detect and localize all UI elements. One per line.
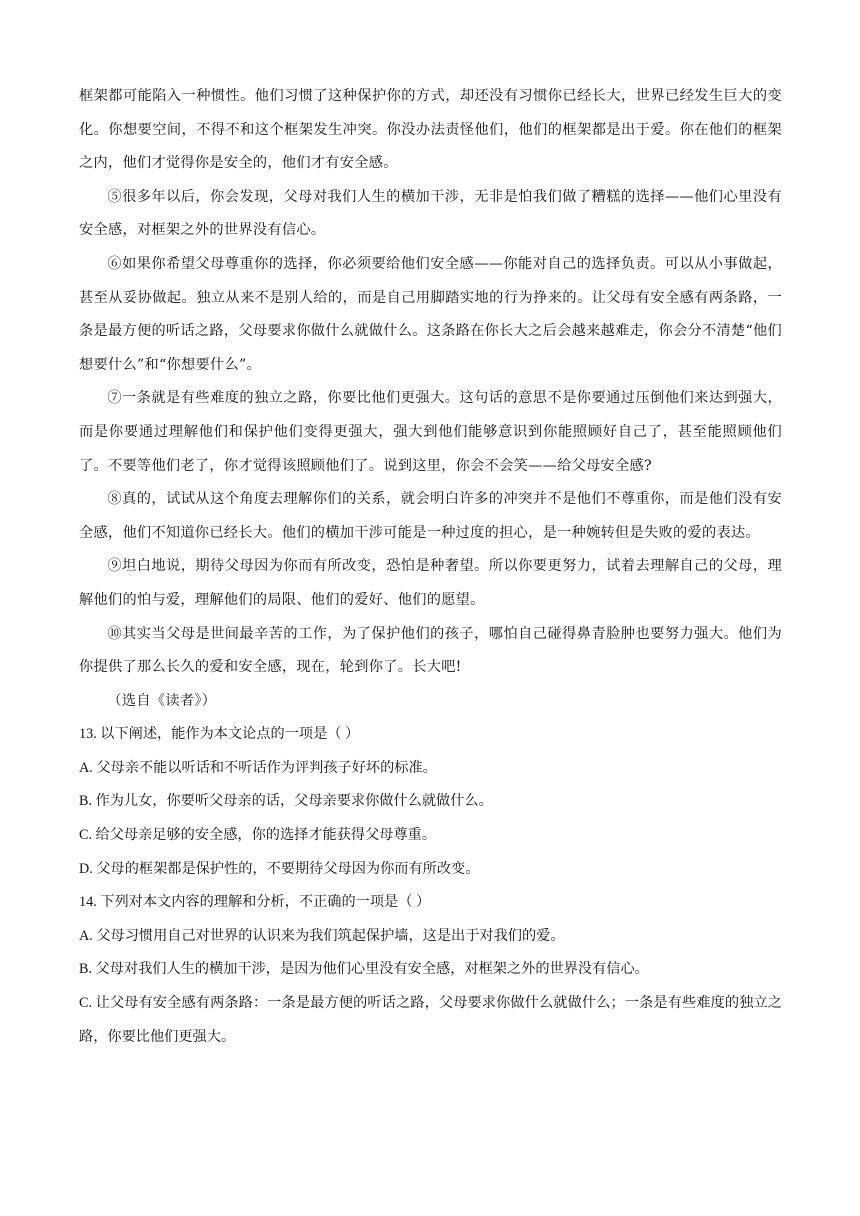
passage-paragraph: ⑥如果你希望父母尊重你的选择，你必须要给他们安全感——你能对自己的选择负责。可以从小事做起，甚至从妥协做起。独立从来不是别人给的，而是自己用脚踏实地的行为挣来的。让父母有安全感有两条路，一条是最方便的听话之路，父母要求你做什么就做什么。这条路在你长大之后会越来越难走，你会分不清楚“他们想要什么”和“你想要什么”。 [79,255,782,373]
answer-option-c: C. 给父母亲足够的安全感，你的选择才能获得父母尊重。 [79,827,437,844]
passage-paragraph: 框架都可能陷入一种惯性。他们习惯了这种保护你的方式，却还没有习惯你已经长大，世界已经发生巨大的变化。你想要空间，不得不和这个框架发生冲突。你没办法责怪他们，他们的框架都是出于爱。你在他们的框架之内，他们才觉得你是安全的，他们才有安全感。 [79,88,782,172]
passage-paragraph: ⑧真的，试试从这个角度去理解你们的关系，就会明白许多的冲突并不是他们不尊重你，而是他们没有安全感，他们不知道你已经长大。他们的横加干涉可能是一种过度的担心，是一种婉转但是失败的爱的表达。 [79,491,782,541]
question-13 [79,718,782,886]
answer-option-a: A. 父母习惯用自己对世界的认识来为我们筑起保护墙，这是出于对我们的爱。 [79,927,565,944]
passage-source: （选自《读者》） [107,692,217,709]
document-page [79,80,782,1054]
answer-option-d: D. 父母的框架都是保护性的，不要期待父母因为你而有所改变。 [79,860,480,877]
answer-option-b: B. 作为儿女，你要听父母亲的话，父母亲要求你做什么就做什么。 [79,793,493,810]
question-title: 14. 下列对本文内容的理解和分析，不正确的一项是（ ） [79,894,431,911]
question-title: 13. 以下阐述，能作为本文论点的一项是（ ） [79,726,360,743]
question-list [79,718,782,1054]
passage-paragraph: ⑤很多年以后，你会发现，父母对我们人生的横加干涉，无非是怕我们做了糟糕的选择——他们心里没有安全感，对框架之外的世界没有信心。 [79,188,782,239]
reading-passage [79,80,782,718]
answer-option-c: C. 让父母有安全感有两条路：一条是最方便的听话之路，父母要求你做什么就做什么；一条是有些难度的独立之路，你要比他们更强大。 [79,995,782,1045]
question-14 [79,886,782,1054]
passage-paragraph: ⑨坦白地说，期待父母因为你而有所改变，恐怕是种奢望。所以你要更努力，试着去理解自己的父母，理解他们的怕与爱，理解他们的局限、他们的爱好、他们的愿望。 [79,558,782,608]
answer-option-b: B. 父母对我们人生的横加干涉，是因为他们心里没有安全感，对框架之外的世界没有信心。 [79,961,649,978]
answer-option-a: A. 父母亲不能以听话和不听话作为评判孩子好坏的标准。 [79,759,437,776]
passage-paragraph: ⑦一条就是有些难度的独立之路，你要比他们更强大。这句话的意思不是你要通过压倒他们来达到强大，而是你要通过理解他们和保护他们变得更强大，强大到他们能够意识到你能照顾好自己了，甚至能照顾他们了。不要等他们老了，你才觉得该照顾他们了。说到这里，你会不会笑——给父母安全感? [79,390,782,474]
passage-paragraph: ⑩其实当父母是世间最辛苦的工作，为了保护他们的孩子，哪怕自己碰得鼻青脸肿也要努力强大。他们为你提供了那么长久的爱和安全感，现在，轮到你了。长大吧! [79,625,782,676]
